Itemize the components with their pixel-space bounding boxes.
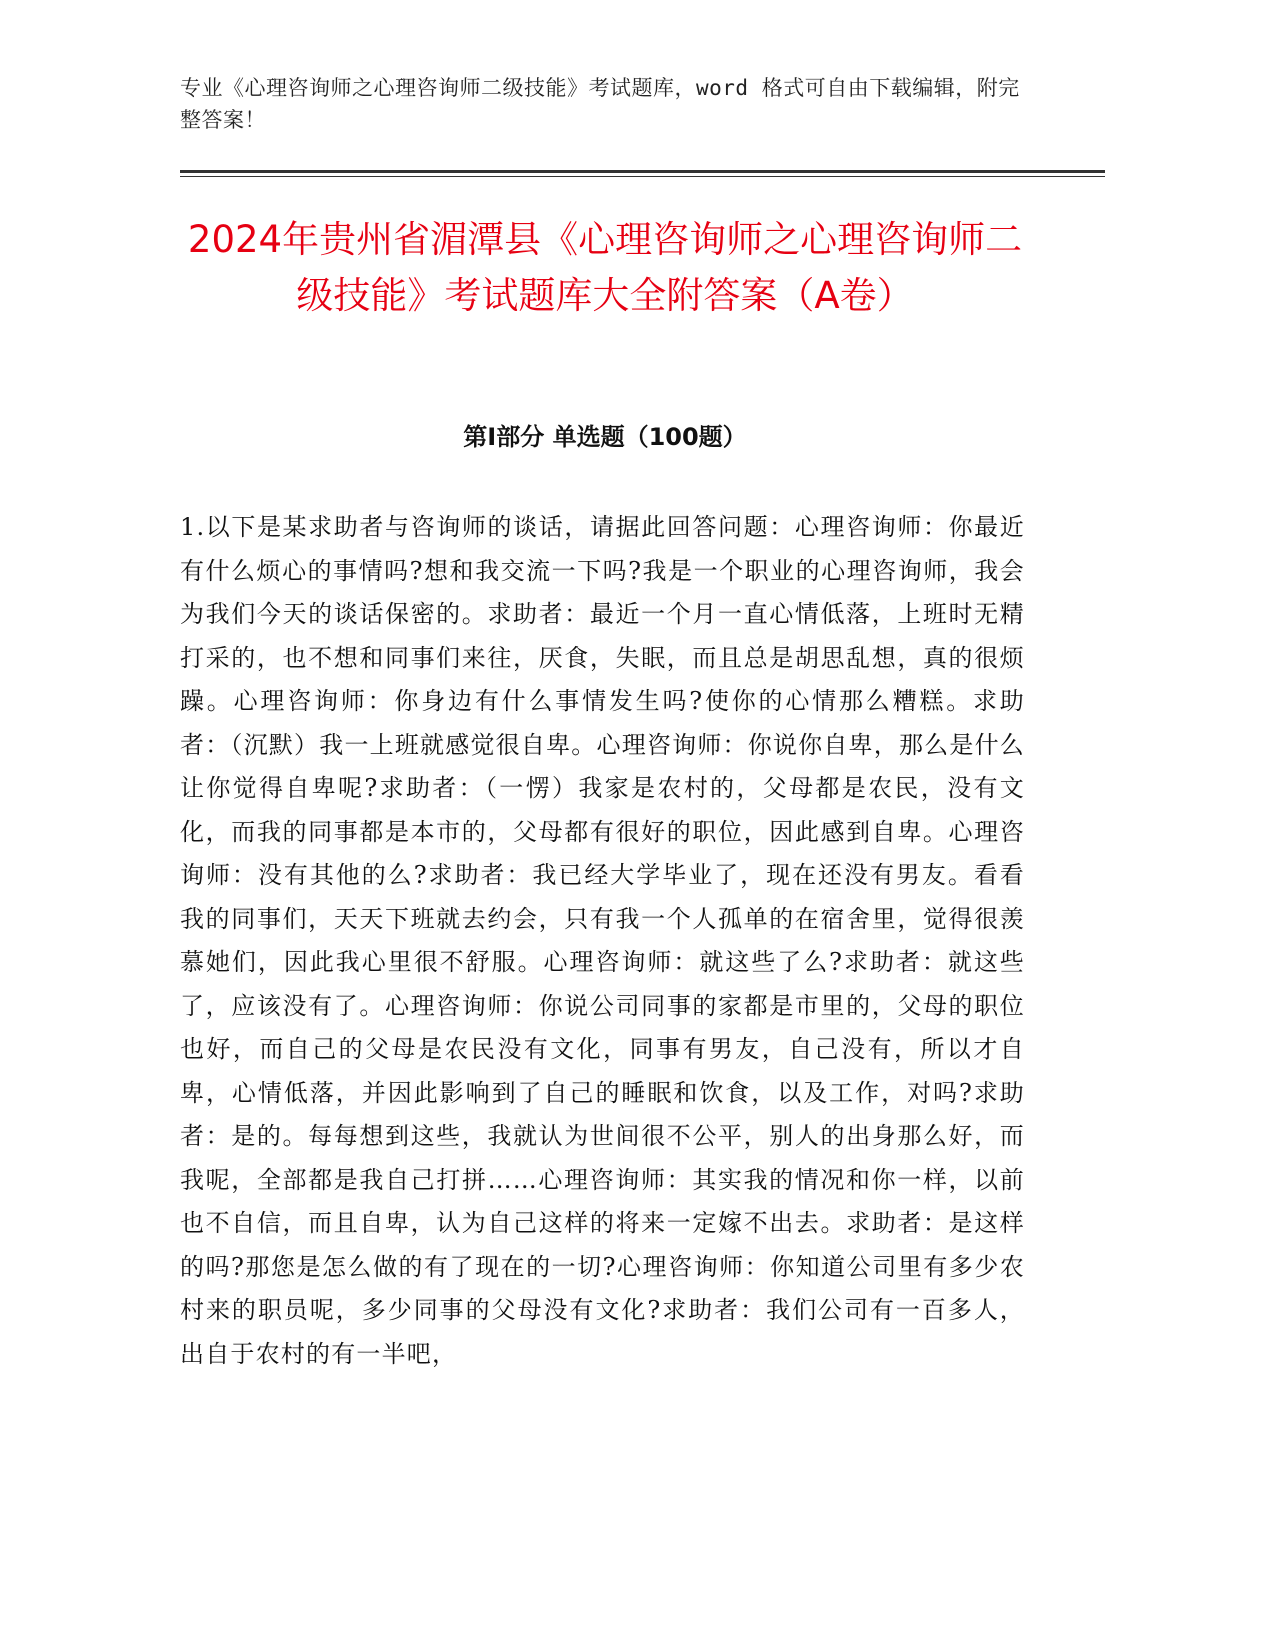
- header-divider-thick: [180, 170, 1105, 173]
- header-divider-thin: [180, 176, 1105, 177]
- page-header-note: 专业《心理咨询师之心理咨询师二级技能》考试题库，word 格式可自由下载编辑，附完整答案！: [180, 76, 1020, 132]
- question-1-text: 1.以下是某求助者与咨询师的谈话，请据此回答问题：心理咨询师：你最近有什么烦心的事情吗?想和我交流一下吗?我是一个职业的心理咨询师，我会为我们今天的谈话保密的。求助者：最近一个月一直心情低落，上班时无精打采的，也不想和同事们来往，厌食，失眠，而且总是胡思乱想，真的很烦躁。心理咨询师：你身边有什么事情发生吗?使你的心情那么糟糕。求助者：（沉默）我一上班就感觉很自卑。心理咨询师：你说你自卑，那么是什么让你觉得自卑呢?求助者：（一愣）我家是农村的，父母都是农民，没有文化，而我的同事都是本市的，父母都有很好的职位，因此感到自卑。心理咨询师：没有其他的么?求助者：我已经大学毕业了，现在还没有男友。看看我的同事们，天天下班就去约会，只有我一个人孤单的在宿舍里，觉得很羡慕她们，因此我心里很不舒服。心理咨询师：就这些了么?求助者：就这些了，应该没有了。心理咨询师：你说公司同事的家都是市里的，父母的职位也好，而自己的父母是农民没有文化，同事有男友，自己没有，所以才自卑，心情低落，并因此影响到了自己的睡眠和饮食，以及工作，对吗?求助者：是的。每每想到这些，我就认为世间很不公平，别人的出身那么好，而我呢，全部都是我自己打拼……心理咨询师：其实我的情况和你一样，以前也不自信，而且自卑，认为自己这样的将来一定嫁不出去。求助者：是这样的吗?那您是怎么做的有了现在的一切?心理咨询师：你知道公司里有多少农村来的职员呢，多少同事的父母没有文化?求助者：我们公司有一百多人，出自于农村的有一半吧，: [180, 513, 1025, 1368]
- document-title: 2024年贵州省湄潭县《心理咨询师之心理咨询师二级技能》考试题库大全附答案（A卷）: [187, 218, 1023, 317]
- section-heading: 第Ⅰ部分 单选题（100题）: [463, 423, 747, 451]
